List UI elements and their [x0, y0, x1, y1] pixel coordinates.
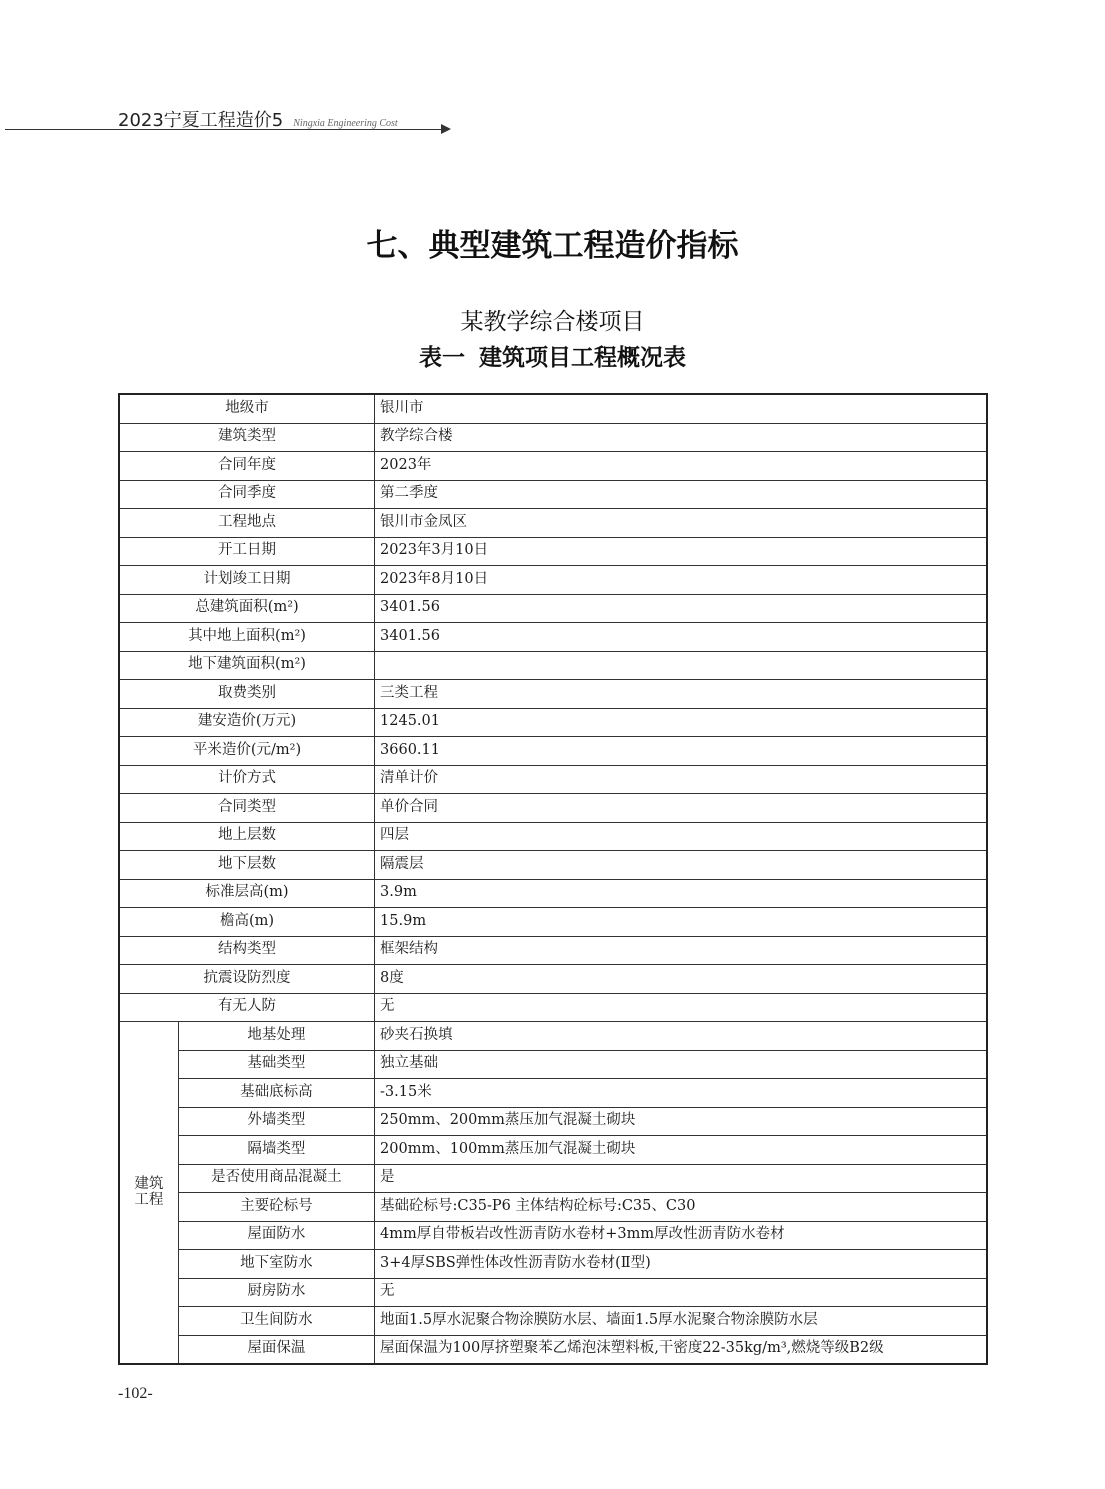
header-title: 2023宁夏工程造价5: [118, 110, 284, 131]
row-value: 四层: [375, 822, 987, 851]
row-label: 合同年度: [119, 452, 375, 481]
table-row: [119, 566, 987, 595]
row-value: 框架结构: [375, 936, 987, 965]
row-label: 平米造价(元/m²): [119, 737, 375, 766]
table-body: [119, 394, 987, 1364]
row-value: 2023年: [375, 452, 987, 481]
row-value: 15.9m: [375, 908, 987, 937]
table-row: [119, 480, 987, 509]
row-label: 建筑类型: [119, 423, 375, 452]
row-label: 结构类型: [119, 936, 375, 965]
table-row: [119, 1193, 987, 1222]
row-value: -3.15米: [375, 1079, 987, 1108]
table-row: [119, 1079, 987, 1108]
row-label: 合同类型: [119, 794, 375, 823]
row-value: 3.9m: [375, 879, 987, 908]
row-label: 有无人防: [119, 993, 375, 1022]
row-value: 200mm、100mm蒸压加气混凝土砌块: [375, 1136, 987, 1165]
table-row: [119, 1136, 987, 1165]
row-value: 无: [375, 1278, 987, 1307]
row-label: 隔墙类型: [178, 1136, 374, 1165]
row-value: 屋面保温为100厚挤塑聚苯乙烯泡沫塑料板,干密度22-35kg/m³,燃烧等级B2级: [375, 1335, 987, 1364]
row-label: 地下层数: [119, 851, 375, 880]
row-value: 独立基础: [375, 1050, 987, 1079]
table-row: [119, 936, 987, 965]
group-label-line: 工程: [134, 1191, 164, 1208]
table-row: [119, 1307, 987, 1336]
table-row: [119, 879, 987, 908]
row-label: 合同季度: [119, 480, 375, 509]
row-value: 3+4厚SBS弹性体改性沥青防水卷材(Ⅱ型): [375, 1250, 987, 1279]
row-label: 工程地点: [119, 509, 375, 538]
row-value: 无: [375, 993, 987, 1022]
table-row: [119, 1050, 987, 1079]
section-title: 七、典型建筑工程造价指标: [366, 228, 739, 264]
table-row: [119, 993, 987, 1022]
table-row: [119, 651, 987, 680]
table-row: [119, 794, 987, 823]
header-subtitle: Ningxia Engineering Cost: [293, 118, 398, 129]
row-label: 建安造价(万元): [119, 708, 375, 737]
header-rule: [5, 129, 445, 130]
row-label: 地级市: [119, 394, 375, 423]
row-label: 基础底标高: [178, 1079, 374, 1108]
table-row: [119, 394, 987, 423]
table-row: [119, 908, 987, 937]
row-label: 是否使用商品混凝土: [178, 1164, 374, 1193]
row-value: 隔震层: [375, 851, 987, 880]
header-arrow-icon: [441, 124, 451, 134]
table-row: [119, 1335, 987, 1364]
row-label: 屋面保温: [178, 1335, 374, 1364]
table-row: [119, 1278, 987, 1307]
table-row: [119, 737, 987, 766]
row-label: 檐高(m): [119, 908, 375, 937]
table-title: [0, 339, 1105, 372]
table-row: [119, 1221, 987, 1250]
row-label: 厨房防水: [178, 1278, 374, 1307]
row-value: 银川市金凤区: [375, 509, 987, 538]
table-row: [119, 623, 987, 652]
row-value: 三类工程: [375, 680, 987, 709]
row-value: 2023年3月10日: [375, 537, 987, 566]
row-value: 教学综合楼: [375, 423, 987, 452]
row-value: 银川市: [375, 394, 987, 423]
table-row: [119, 1022, 987, 1051]
row-label: 取费类别: [119, 680, 375, 709]
row-value: 第二季度: [375, 480, 987, 509]
row-value: 基础砼标号:C35-P6 主体结构砼标号:C35、C30: [375, 1193, 987, 1222]
row-label: 地上层数: [119, 822, 375, 851]
table-row: [119, 822, 987, 851]
row-label: 其中地上面积(m²): [119, 623, 375, 652]
table-row: [119, 708, 987, 737]
row-value: 是: [375, 1164, 987, 1193]
row-value: 单价合同: [375, 794, 987, 823]
table-number: 表一: [419, 345, 465, 371]
row-label: 计价方式: [119, 765, 375, 794]
table-row: [119, 1250, 987, 1279]
row-value: 250mm、200mm蒸压加气混凝土砌块: [375, 1107, 987, 1136]
group-label-line: 建筑: [134, 1175, 164, 1192]
row-label: 卫生间防水: [178, 1307, 374, 1336]
row-label: 外墙类型: [178, 1107, 374, 1136]
project-title: 某教学综合楼项目: [460, 309, 645, 335]
table-row: [119, 1107, 987, 1136]
row-value: [375, 651, 987, 680]
row-label: 总建筑面积(m²): [119, 594, 375, 623]
row-label: 抗震设防烈度: [119, 965, 375, 994]
row-value: 砂夹石换填: [375, 1022, 987, 1051]
row-label: 主要砼标号: [178, 1193, 374, 1222]
row-label: 基础类型: [178, 1050, 374, 1079]
table-row: [119, 423, 987, 452]
row-value: 清单计价: [375, 765, 987, 794]
table-row: [119, 1164, 987, 1193]
row-value: 1245.01: [375, 708, 987, 737]
row-label: 地下建筑面积(m²): [119, 651, 375, 680]
row-label: 计划竣工日期: [119, 566, 375, 595]
group-label: [119, 1022, 178, 1365]
project-overview-table: [118, 393, 988, 1365]
table-row: [119, 965, 987, 994]
row-value: 8度: [375, 965, 987, 994]
table-name: 建筑项目工程概况表: [479, 345, 686, 371]
row-value: 地面1.5厚水泥聚合物涂膜防水层、墙面1.5厚水泥聚合物涂膜防水层: [375, 1307, 987, 1336]
row-value: 3401.56: [375, 623, 987, 652]
table-row: [119, 537, 987, 566]
row-value: 4mm厚自带板岩改性沥青防水卷材+3mm厚改性沥青防水卷材: [375, 1221, 987, 1250]
row-value: 2023年8月10日: [375, 566, 987, 595]
table-row: [119, 594, 987, 623]
row-label: 标准层高(m): [119, 879, 375, 908]
row-label: 屋面防水: [178, 1221, 374, 1250]
row-label: 地基处理: [178, 1022, 374, 1051]
table-row: [119, 680, 987, 709]
row-value: 3401.56: [375, 594, 987, 623]
page-number: -102-: [118, 1385, 153, 1402]
row-value: 3660.11: [375, 737, 987, 766]
table-row: [119, 452, 987, 481]
table-row: [119, 851, 987, 880]
row-label: 地下室防水: [178, 1250, 374, 1279]
table-row: [119, 509, 987, 538]
table-row: [119, 765, 987, 794]
row-label: 开工日期: [119, 537, 375, 566]
